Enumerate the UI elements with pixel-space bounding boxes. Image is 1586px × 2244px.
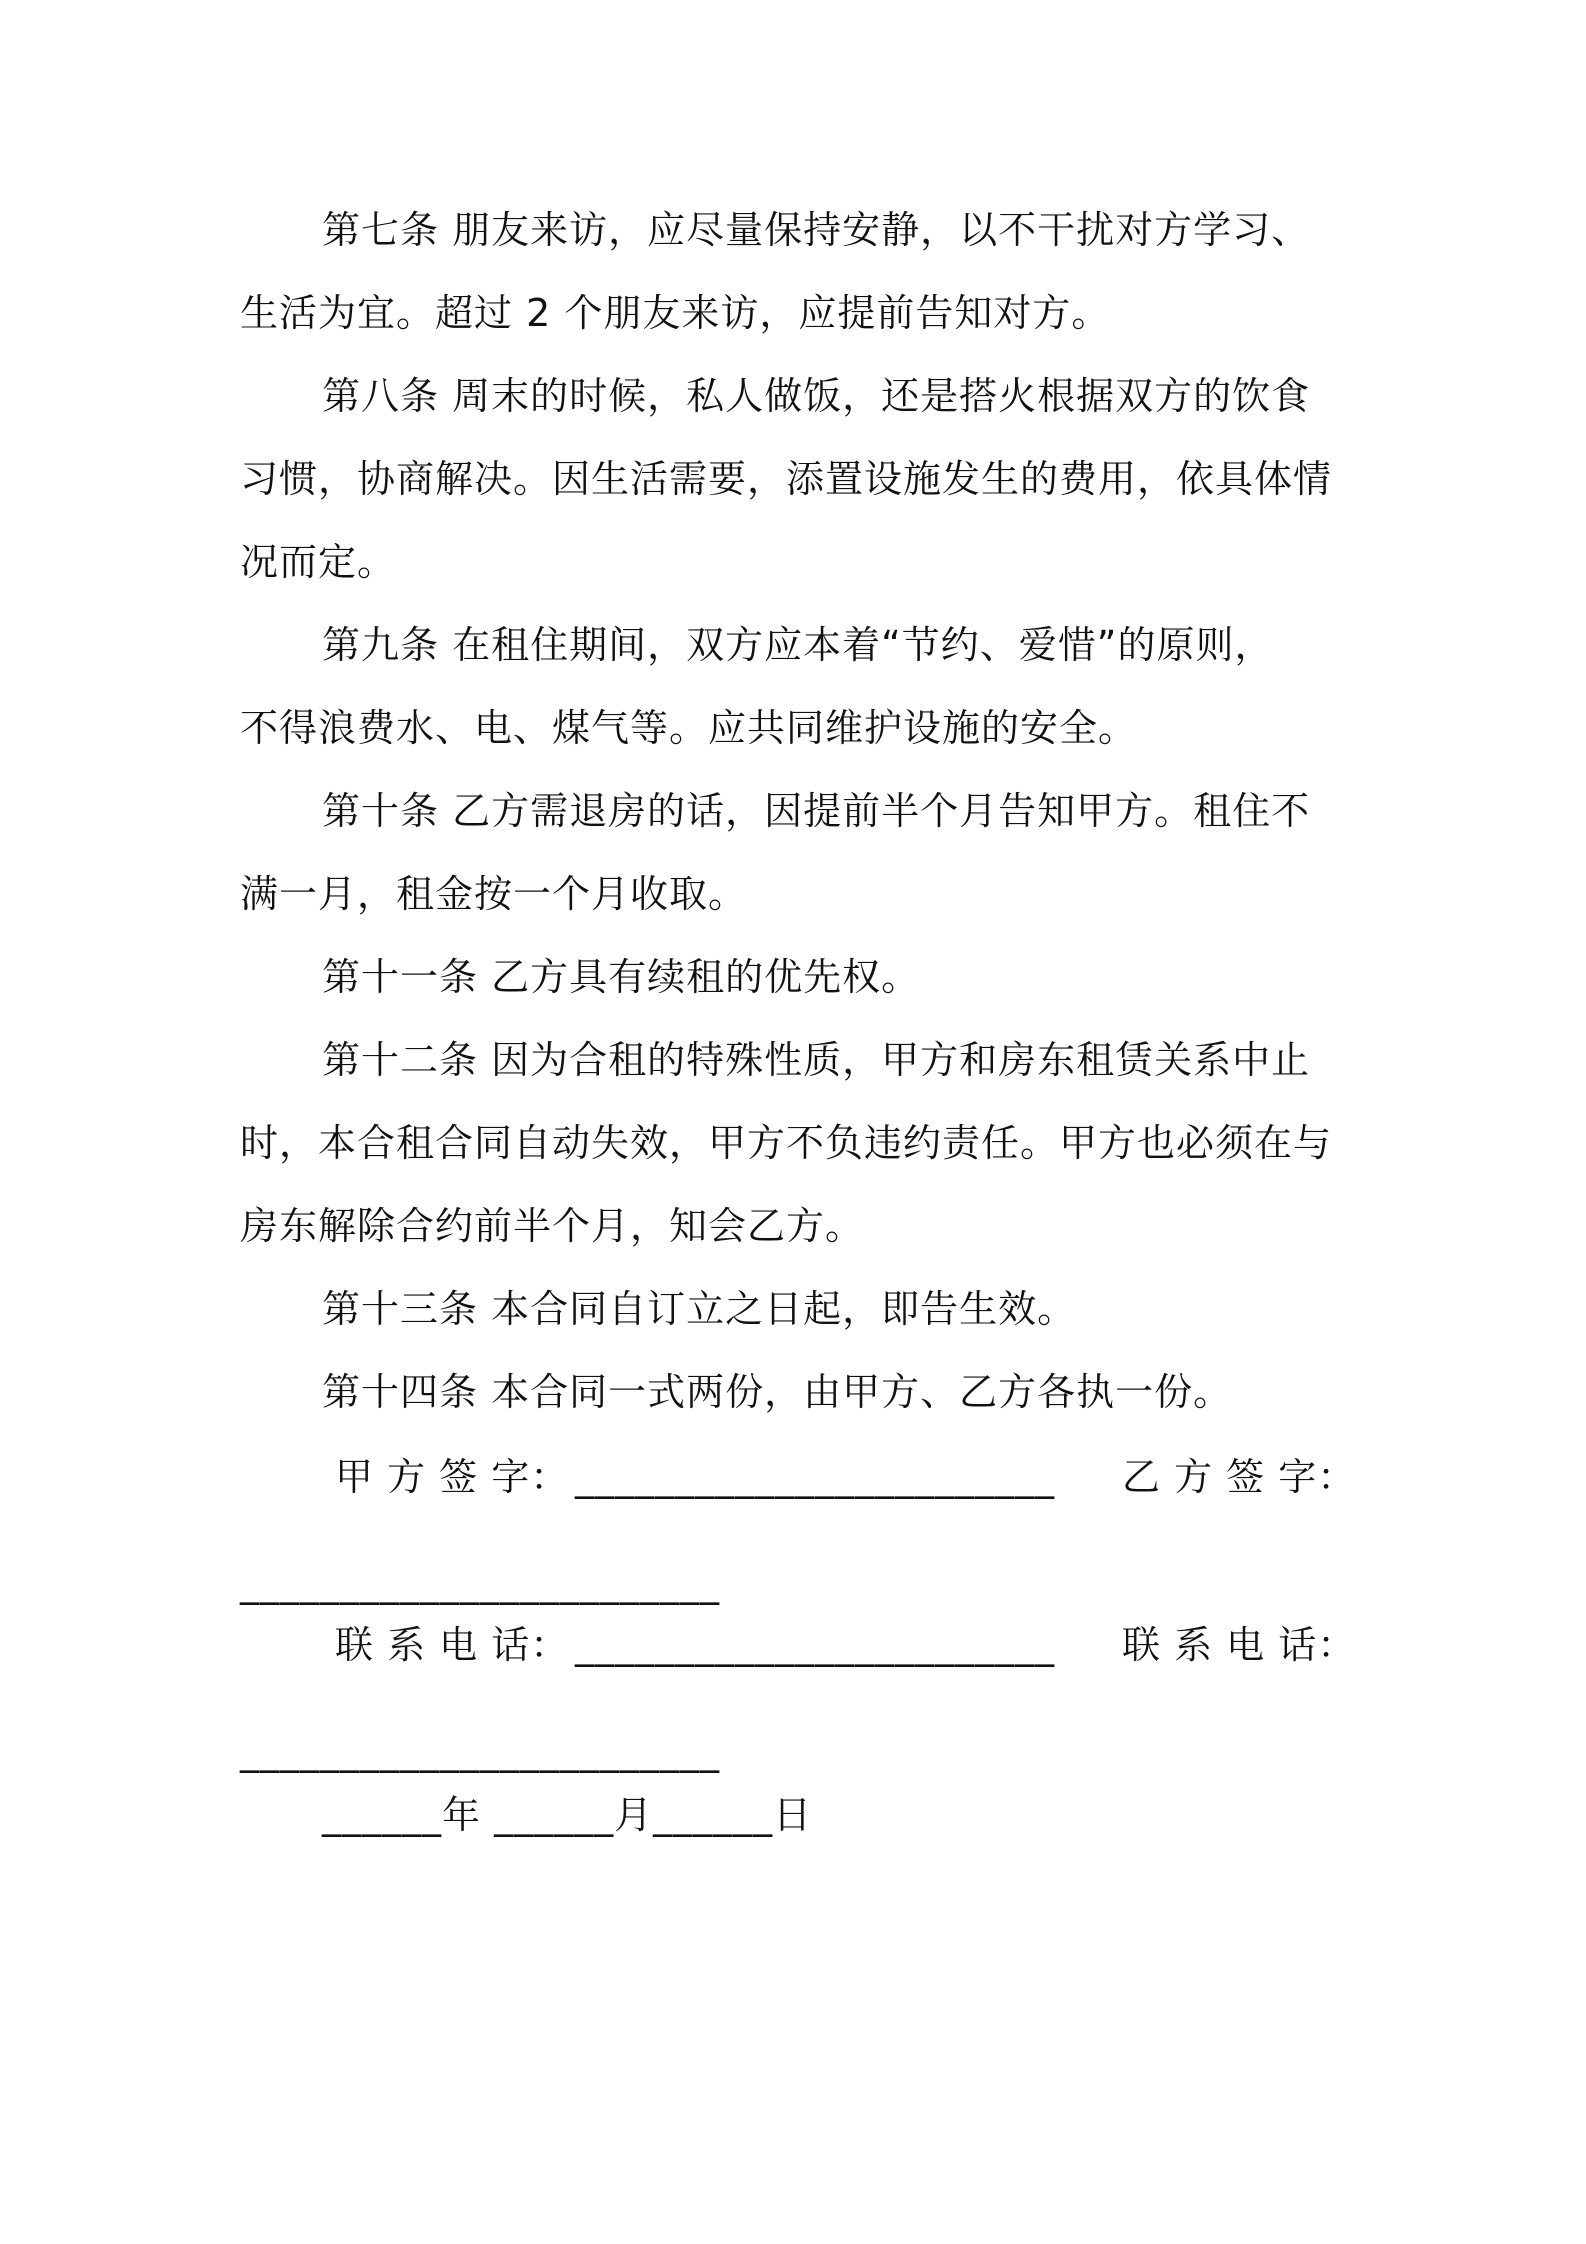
party-a-signature-label: 甲 方 签 字： — [335, 1455, 570, 1499]
article-7-line-2: 生活为宜。超过 2 个朋友来访，应提前告知对方。 — [240, 291, 1111, 335]
article-13-line-1: 第十三条 本合同自订立之日起，即告生效。 — [322, 1287, 1077, 1331]
article-8-line-1: 第八条 周末的时候，私人做饭，还是搭火根据双方的饮食 — [322, 374, 1311, 418]
date-line[interactable]: ______年 ______月______日 — [322, 1793, 813, 1837]
article-12-line-1: 第十二条 因为合租的特殊性质，甲方和房东租赁关系中止 — [322, 1038, 1311, 1082]
party-b-phone-blank[interactable]: ________________________ — [240, 1729, 720, 1773]
article-10-line-2: 满一月，租金按一个月收取。 — [240, 872, 748, 916]
party-b-signature-blank[interactable]: ________________________ — [240, 1561, 720, 1605]
party-a-signature-blank[interactable]: ________________________ — [575, 1455, 1055, 1499]
party-b-signature-label: 乙 方 签 字： — [1122, 1455, 1357, 1499]
article-11-line-1: 第十一条 乙方具有续租的优先权。 — [322, 955, 921, 999]
party-b-phone-label: 联 系 电 话： — [1122, 1623, 1357, 1667]
party-a-phone-blank[interactable]: ________________________ — [575, 1623, 1055, 1667]
party-a-phone-label: 联 系 电 话： — [335, 1623, 570, 1667]
article-12-line-2: 时，本合租合同自动失效，甲方不负违约责任。甲方也必须在与 — [240, 1121, 1333, 1165]
article-10-line-1: 第十条 乙方需退房的话，因提前半个月告知甲方。租住不 — [322, 789, 1311, 833]
article-12-line-3: 房东解除合约前半个月，知会乙方。 — [240, 1204, 865, 1248]
article-8-line-2: 习惯，协商解决。因生活需要，添置设施发生的费用，依具体情 — [240, 457, 1333, 501]
article-9-line-2: 不得浪费水、电、煤气等。应共同维护设施的安全。 — [240, 706, 1138, 750]
article-9-line-1: 第九条 在租住期间，双方应本着“节约、爱惜”的原则， — [322, 623, 1274, 667]
article-8-line-3: 况而定。 — [240, 540, 397, 584]
article-14-line-1: 第十四条 本合同一式两份，由甲方、乙方各执一份。 — [322, 1370, 1233, 1414]
article-7-line-1: 第七条 朋友来访，应尽量保持安静，以不干扰对方学习、 — [322, 208, 1311, 252]
